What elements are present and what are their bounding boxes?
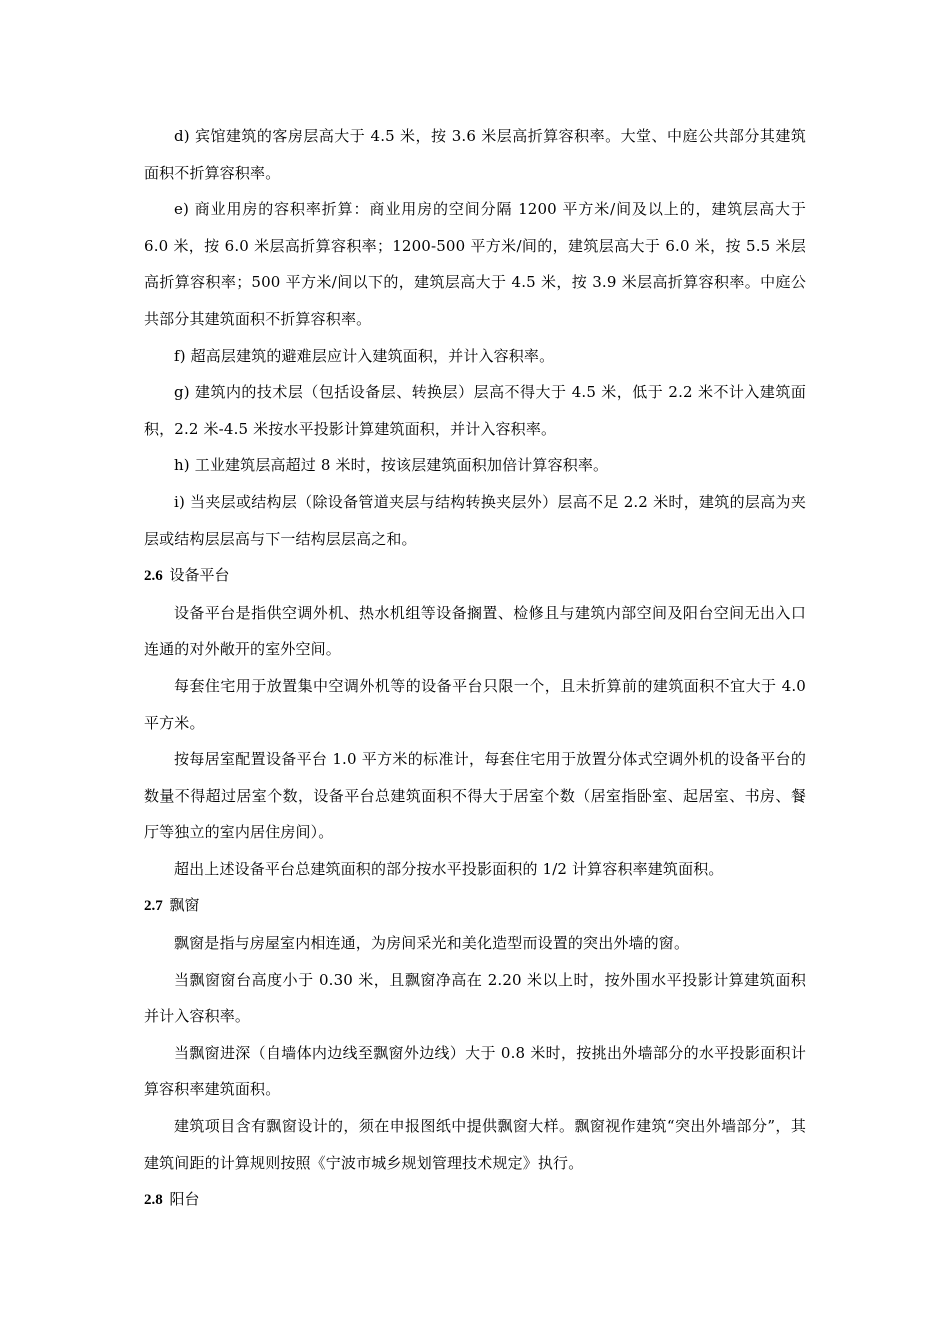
paragraph-item-g: g) 建筑内的技术层（包括设备层、转换层）层高不得大于 4.5 米，低于 2.2 米不计入建筑面积，2.2 米-4.5 米按水平投影计算建筑面积，并计入容积率。	[144, 383, 806, 438]
section-heading-2-7	[144, 887, 806, 925]
paragraph: 超出上述设备平台总建筑面积的部分按水平投影面积的 1/2 计算容积率建筑面积。	[174, 859, 724, 878]
section-title: 飘窗	[169, 896, 200, 915]
paragraph: 每套住宅用于放置集中空调外机等的设备平台只限一个，且未折算前的建筑面积不宜大于 4.0 平方米。	[144, 676, 806, 732]
paragraph-item-h: h) 工业建筑层高超过 8 米时，按该层建筑面积加倍计算容积率。	[174, 456, 609, 475]
section-heading-2-8	[144, 1181, 806, 1219]
paragraph: 飘窗是指与房屋室内相连通，为房间采光和美化造型而设置的突出外墙的窗。	[174, 934, 690, 953]
paragraph-item-d: d) 宾馆建筑的客房层高大于 4.5 米，按 3.6 米层高折算容积率。大堂、中庭公共部分其建筑面积不折算容积率。	[144, 127, 806, 182]
paragraph-item-e: e) 商业用房的容积率折算：商业用房的空间分隔 1200 平方米/间及以上的，建筑层高大于 6.0 米，按 6.0 米层高折算容积率；1200-500 平方米/间的，建筑层高大于 6.0 米，按 5.5 米层高折算容积率；500 平方米/间以下的，建筑层高大于 4.5 米，按 3.9 米层高折算容积率。中庭公共部分其建筑面积不折算容积率。	[144, 200, 806, 328]
paragraph-item-i: i) 当夹层或结构层（除设备管道夹层与结构转换夹层外）层高不足 2.2 米时，建筑的层高为夹层或结构层层高与下一结构层层高之和。	[144, 492, 806, 548]
section-title: 设备平台	[169, 566, 230, 585]
paragraph: 当飘窗进深（自墙体内边线至飘窗外边线）大于 0.8 米时，按挑出外墙部分的水平投影面积计算容积率建筑面积。	[144, 1043, 806, 1099]
section-number: 2.8	[144, 1192, 163, 1209]
section-heading-2-6	[144, 557, 806, 595]
document-body	[144, 118, 806, 1219]
paragraph: 当飘窗窗台高度小于 0.30 米，且飘窗净高在 2.20 米以上时，按外围水平投影计算建筑面积并计入容积率。	[144, 970, 806, 1026]
paragraph-item-f: f) 超高层建筑的避难层应计入建筑面积，并计入容积率。	[174, 346, 555, 365]
paragraph: 建筑项目含有飘窗设计的，须在申报图纸中提供飘窗大样。飘窗视作建筑“突出外墙部分”，其建筑间距的计算规则按照《宁波市城乡规划管理技术规定》执行。	[144, 1117, 806, 1172]
section-number: 2.7	[144, 898, 163, 915]
paragraph: 设备平台是指供空调外机、热水机组等设备搁置、检修且与建筑内部空间及阳台空间无出入口连通的对外敞开的室外空间。	[144, 603, 806, 659]
section-number: 2.6	[144, 568, 163, 585]
paragraph: 按每居室配置设备平台 1.0 平方米的标准计，每套住宅用于放置分体式空调外机的设备平台的数量不得超过居室个数，设备平台总建筑面积不得大于居室个数（居室指卧室、起居室、书房、餐厅等独立的室内居住房间）。	[144, 750, 806, 842]
section-title: 阳台	[169, 1190, 200, 1209]
